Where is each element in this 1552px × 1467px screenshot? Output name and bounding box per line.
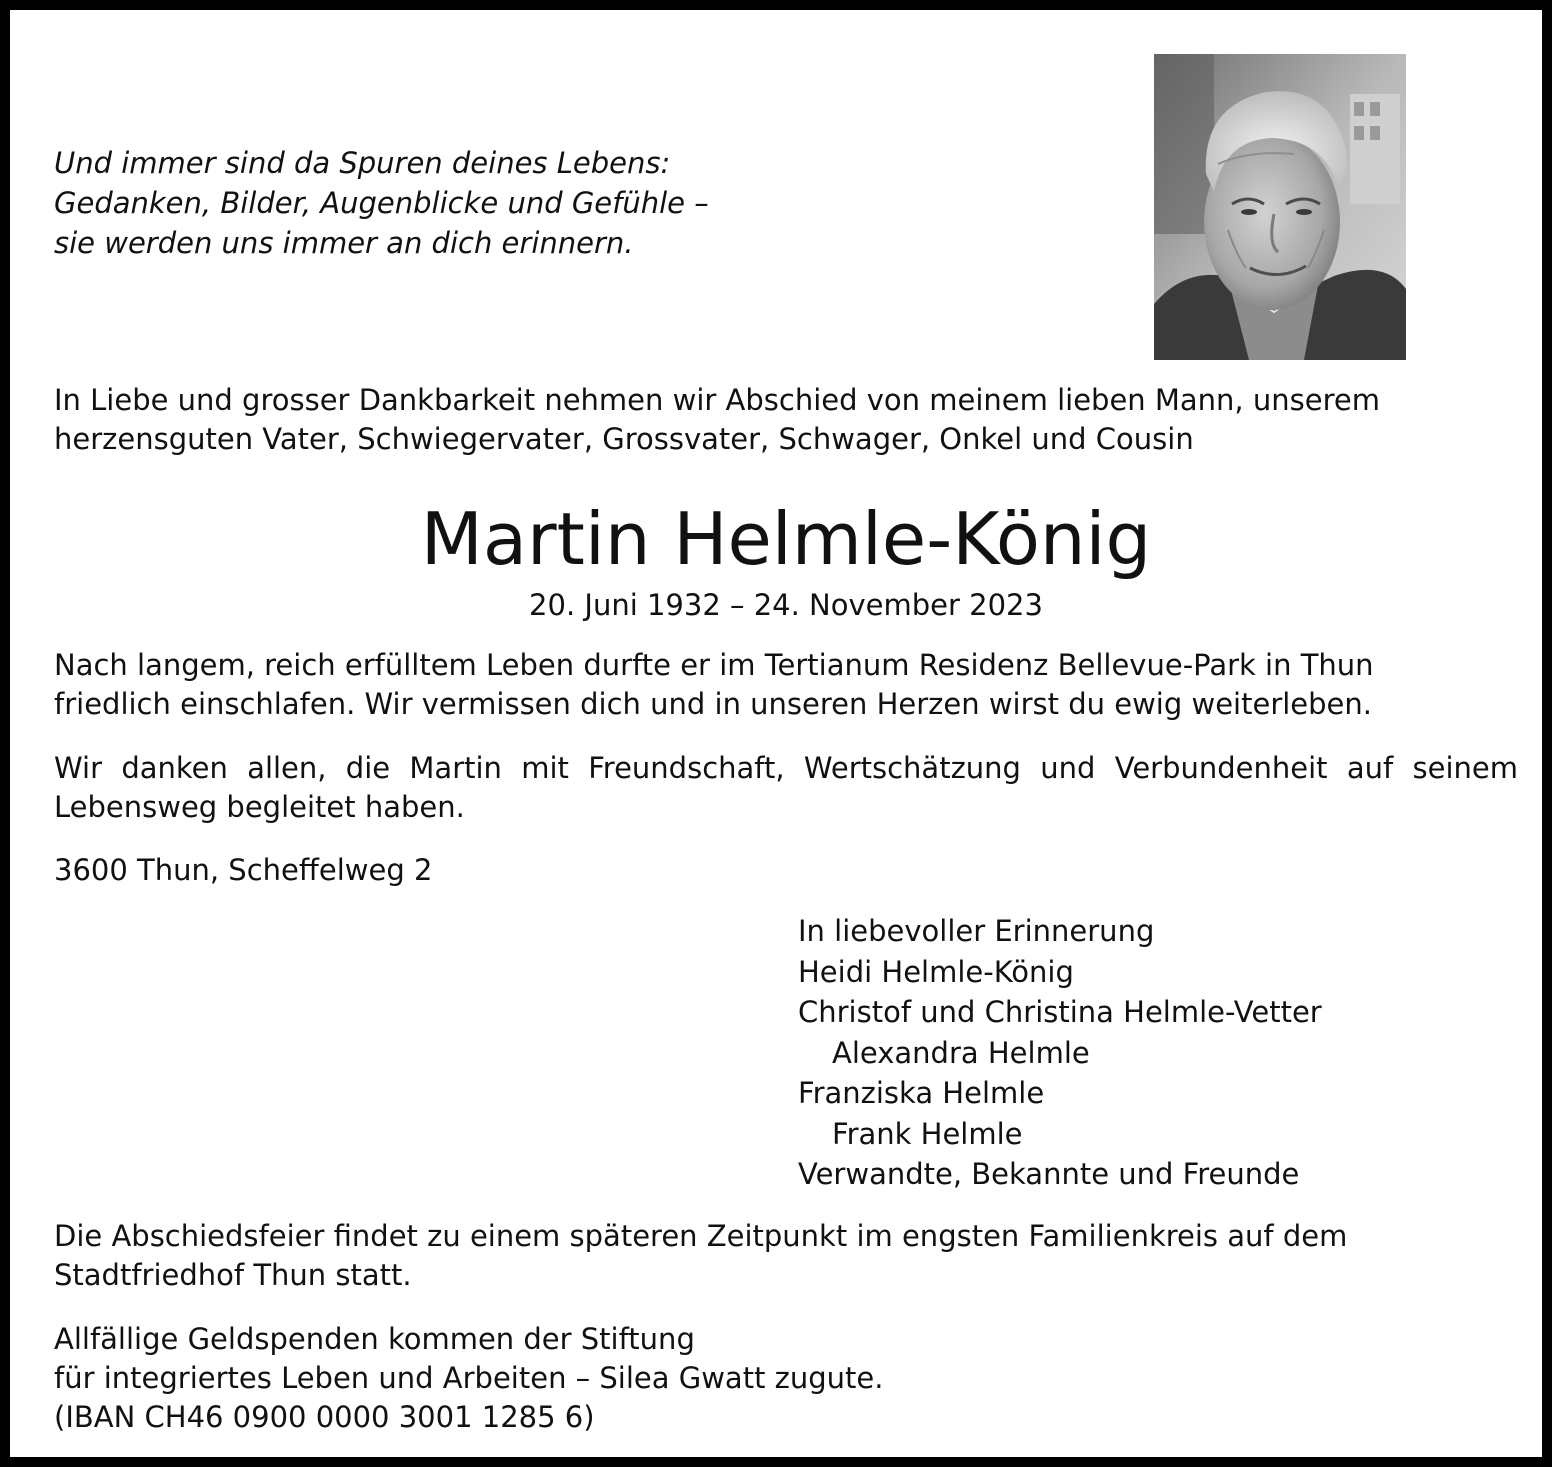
portrait-photo-illustration [1154,54,1406,360]
donation-line: Allfällige Geldspenden kommen der Stiftung [54,1322,695,1356]
address: 3600 Thun, Scheffelweg 2 [54,853,433,887]
intro-paragraph [54,381,1518,459]
donation-iban: (IBAN CH46 0900 0000 3001 1285 6) [54,1400,595,1434]
signatory-line: Franziska Helmle [798,1076,1045,1110]
portrait-photo [1154,54,1406,360]
signatory-line: In liebevoller Erinnerung [798,914,1155,948]
signatory-line: Heidi Helmle-König [798,954,1074,989]
quote-line: Gedanken, Bilder, Augenblicke und Gefühle – [54,186,709,220]
donation-line: für integriertes Leben und Arbeiten – Silea Gwatt zugute. [54,1361,884,1395]
memorial-quote [54,143,954,263]
ceremony-paragraph [54,1217,1518,1295]
intro-line: herzensguten Vater, Schwiegervater, Grossvater, Schwager, Onkel und Cousin [54,422,1194,456]
ceremony-line: Die Abschiedsfeier findet zu einem späteren Zeitpunkt im engsten Familienkreis auf dem [54,1219,1348,1253]
quote-line: sie werden uns immer an dich erinnern. [54,226,634,260]
signatory-line: Christof und Christina Helmle-Vetter [798,995,1322,1029]
life-line: friedlich einschlafen. Wir vermissen dich und in unseren Herzen wirst du ewig weiterleben. [54,687,1372,721]
life-paragraph [54,646,1518,724]
life-line: Nach langem, reich erfülltem Leben durfte er im Tertianum Residenz Bellevue-Park in Thun [54,648,1374,682]
deceased-name: Martin Helmle-König [420,497,1152,581]
signatories-list [798,911,1518,1195]
ceremony-line: Stadtfriedhof Thun statt. [54,1258,412,1292]
donation-paragraph [54,1320,1518,1437]
intro-line: In Liebe und grosser Dankbarkeit nehmen wir Abschied von meinem lieben Mann, unserem [54,383,1380,417]
signatory-line: Frank Helmle [832,1116,1023,1151]
thanks-paragraph: Wir danken allen, die Martin mit Freundschaft, Wertschätzung und Verbundenheit auf seinem Lebensweg begleitet haben. [54,751,1518,824]
signatory-line: Verwandte, Bekannte und Freunde [798,1157,1300,1191]
signatory-line: Alexandra Helmle [832,1035,1090,1070]
quote-line: Und immer sind da Spuren deines Lebens: [54,146,671,180]
life-dates: 20. Juni 1932 – 24. November 2023 [529,588,1043,622]
